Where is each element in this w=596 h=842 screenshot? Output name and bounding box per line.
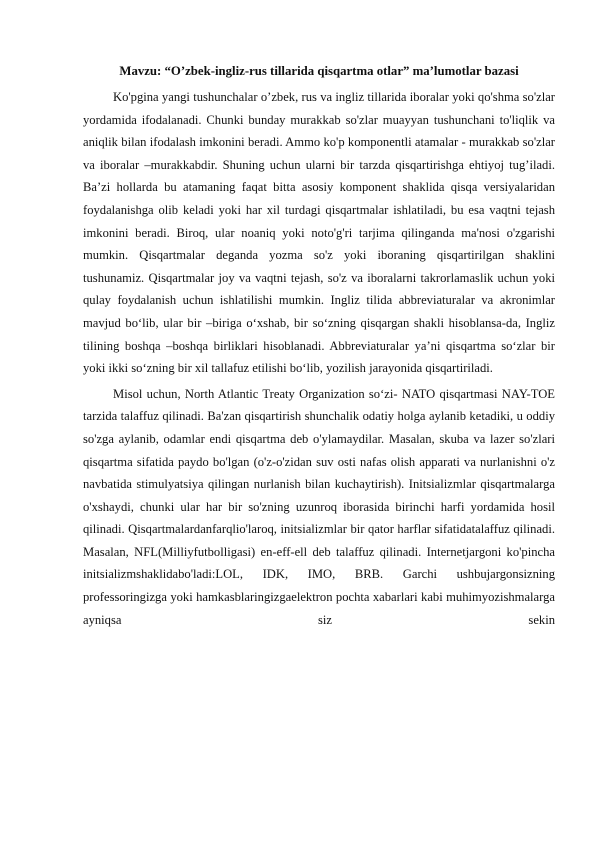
- document-title: Mavzu: “O’zbek-ingliz-rus tillarida qisqartma otlar” ma’lumotlar bazasi: [119, 64, 519, 78]
- paragraph-1: Ko'pgina yangi tushunchalar o’zbek, rus va ingliz tillarida iboralar yoki qo'shma so'zlar yordamida ifodalanadi. Chunki bunday murakkab so'zlar muayyan tushunchani to'liqlik va aniqlik bilan ifodalash imkonini beradi. Ammo ko'p komponentli atamalar - murakkab so'zlar va iboralar –murakkabdir. Shuning uchun ularni bir tarzda qisqartirishga ehtiyoj tug’iladi. Ba’zi hollarda bu atamaning faqat bitta asosiy komponent shaklida qisqa versiyalaridan foydalanishga olib keladi yoki har xil turdagi qisqartmalar ishlatiladi, bu esa vaqtni tejash imkonini beradi. Biroq, ular noaniq yoki noto'g'ri tarjima qilinganda ma'nosi o'zgarishi mumkin. Qisqartmalar deganda yozma so'z yoki iboraning qisqartirilgan shaklini tushunamiz. Qisqartmalar joy va vaqtni tejash, so'z va iboralarni takrorlamaslik uchun yoki qulay foydalanish uchun ishlatilishi mumkin. Ingliz tilida abbreviaturalar va akronimlar mavjud bo‘lib, ular bir –biriga o‘xshab, bir so‘zning qisqargan shakli hisoblansa-da, Ingliz tilining boshqa –boshqa birliklari hisoblanadi. Abbreviaturalar ya’ni qisqartma so‘zlar bir yoki ikki so‘zning bir xil tallafuz etilishi bo‘lib, yozilish jarayonida qisqartiriladi.: [83, 90, 555, 376]
- paragraph-2: Misol uchun, North Atlantic Treaty Organization so‘zi- NATO qisqartmasi NAY-TOE tarzida talaffuz qilinadi. Ba'zan qisqartirish shunchalik odatiy holga aylanib ketadiki, u oddiy so'zga aylanib, odamlar endi qisqartma deb o'ylamaydilar. Masalan, skuba va lazer so'zlari qisqartma sifatida paydo bo'lgan (o'z-o'zidan suv osti nafas olish apparati va nurlanishni o'z navbatida stimulyatsiya qilingan nurlanish bilan kuchaytirish). Initsializmlar qisqartmalarga o'xshaydi, chunki ular har bir so'zning uzunroq iborasida birinchi harfi yordamida hosil qilinadi. Qisqartmalardanfarqlio'laroq, initsializmlar bir qator harflar sifatidatalaffuz qilinadi. Masalan, NFL(Milliyfutbolligasi) en-eff-ell deb talaffuz qilinadi. Internetjargoni ko'pincha initsializmshaklidabo'ladi:LOL, IDK, IMO, BRB. Garchi ushbujargonsizning professoringizga yoki hamkasblaringizgaelektron pochta xabarlari kabi muhimyozishmalarga ayniqsa siz sekin: [83, 386, 555, 627]
- document-page: [83, 60, 555, 634]
